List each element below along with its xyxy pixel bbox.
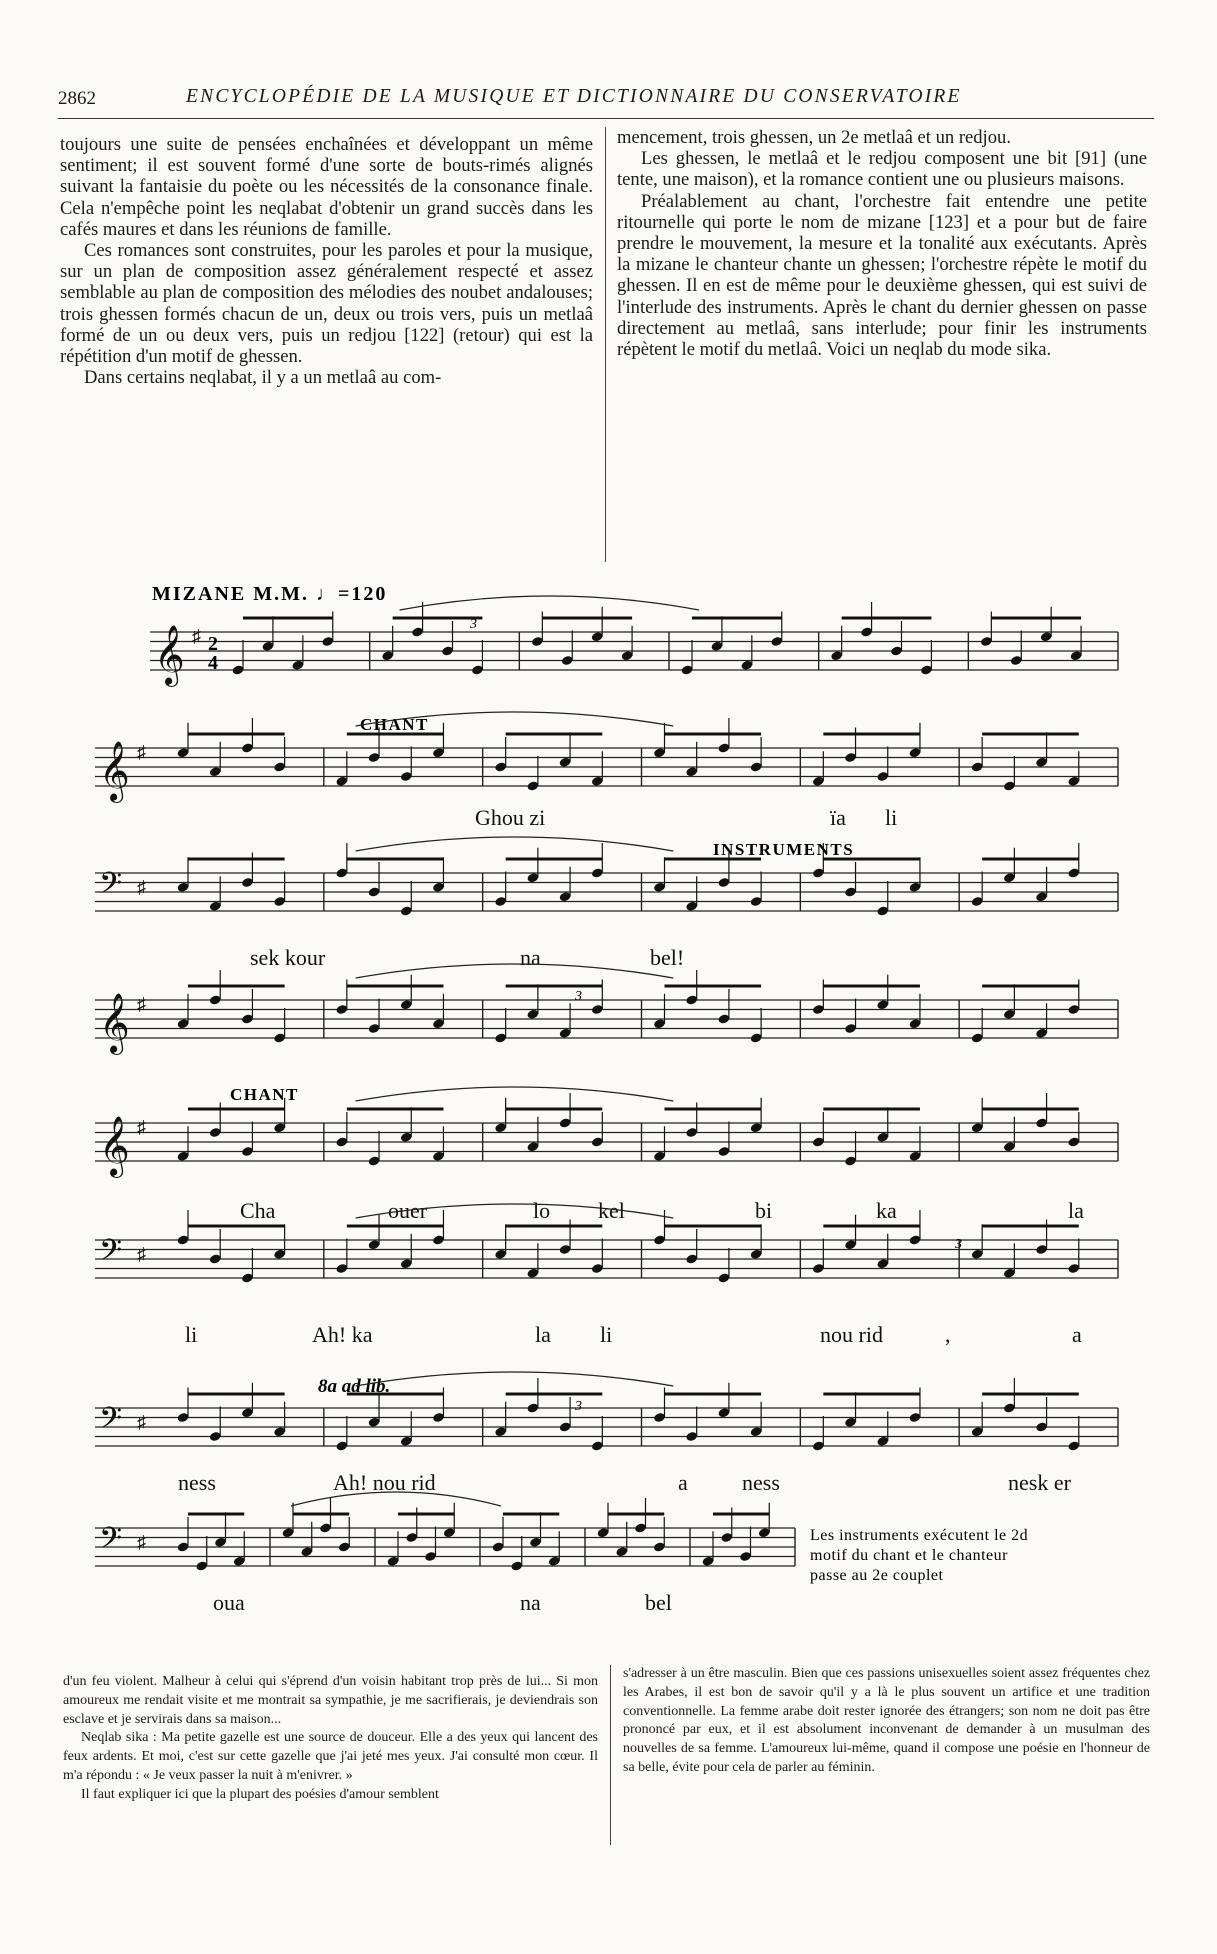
chant-label-1: CHANT (360, 715, 429, 734)
footnote-right-1: s'adresser à un être masculin. Bien que ces passions unisexuelles soient assez fréquentes chez les Arabes, il est bon de savoir qu'il y a là le plus souvent un artifice et une tradition conventionnelle. La femme arabe doit rester ignorée des étrangers; son nom ne doit pas être prononcé par eux, et il est absolument inconvenant de demander à un musulman des nouvelles de sa femme. L'amoureux lui-même, quand il compose une poésie en l'honneur de sa belle, évite pour cela de parler au féminin. (623, 1666, 1150, 1775)
running-title: ENCYCLOPÉDIE DE LA MUSIQUE ET DICTIONNAIRE DU CONSERVATOIRE (186, 86, 962, 107)
musical-score (0, 570, 1217, 1650)
left-paragraph-3: Dans certains neqlabat, il y a un metlaâ au com- (84, 367, 442, 389)
lyric-syllable: na (520, 1590, 541, 1615)
key-signature-sharp-icon: ♯ (137, 1244, 146, 1264)
lyric-syllable: ïa (830, 805, 846, 830)
key-signature-sharp-icon: ♯ (137, 1532, 146, 1552)
slur (400, 596, 699, 610)
right-paragraph-3: Préalablement au chant, l'orchestre fait entendre une petite ritournelle qui porte le nom de mizane [123] et a pour but de faire prendre le mouvement, la mesure et la tonalité aux exécutants. Après la mizane le chanteur chante un ghessen; l'orchestre répète le motif du ghessen. Il en est de même pour le deuxième ghessen, qui est suivi de l'interlude des instruments. Après le chant du dernier ghessen on passe directement au metlaâ, sans interlude; pour finir les instruments répètent le motif du metlaâ. Voici un neqlab du mode sika. (617, 190, 1147, 361)
footnote-right-column (623, 1665, 1150, 1778)
key-signature-sharp-icon: ♯ (137, 877, 146, 897)
lyric-syllable: bel (645, 1590, 672, 1615)
octave-marking: 8a ad lib. (318, 1376, 391, 1397)
triplet-mark: 3 (575, 1399, 582, 1414)
right-paragraph-1: mencement, trois ghessen, un 2e metlaâ et un redjou. (617, 127, 1011, 148)
key-signature-sharp-icon: ♯ (192, 626, 201, 646)
closing-note-line-3: passe au 2e couplet (810, 1567, 944, 1584)
lyric-syllable: Cha (240, 1198, 276, 1223)
treble-clef-icon: 𝄞 (154, 627, 185, 684)
header-rule (58, 118, 1154, 119)
lyric-syllable: oua (213, 1590, 245, 1615)
slur (356, 1372, 674, 1386)
right-paragraph-2: Les ghessen, le metlaâ et le redjou composent une bit [91] (une tente, une maison), et la romance contient une ou plusieurs maisons. (617, 148, 1147, 191)
bass-clef-icon: 𝄢 (99, 867, 123, 907)
triplet-mark: 3 (955, 1237, 962, 1252)
triplet-mark: 3 (470, 617, 477, 632)
lyric-syllable: ka (876, 1198, 897, 1223)
instruments-label: INSTRUMENTS (713, 840, 855, 859)
lyric-syllable: nou rid (820, 1322, 883, 1347)
left-paragraph-2: Ces romances sont construites, pour les paroles et pour la musique, sur un plan de composition assez généralement respecté et assez semblable au plan de composition des mélodies des noubet andalouses; trois ghessen formés chacun de un, deux ou trois vers, puis un metlaâ formé de un ou deux vers, puis un redjou [122] (retour) qui est la répétition d'un motif de ghessen. (60, 240, 593, 368)
treble-clef-icon: 𝄞 (99, 1118, 130, 1175)
lyric-syllable: la (535, 1322, 551, 1347)
lyric-syllable: ness (178, 1470, 216, 1495)
key-signature-sharp-icon: ♯ (137, 1117, 146, 1137)
time-signature-numerator: 2 (208, 633, 218, 655)
slur (356, 964, 674, 978)
tempo-marking: MIZANE M.M. ♩=120 (152, 583, 388, 605)
lyric-syllable: na (520, 945, 541, 970)
lyric-syllable: li (885, 805, 898, 830)
treble-clef-icon: 𝄞 (99, 743, 130, 800)
key-signature-sharp-icon: ♯ (137, 994, 146, 1014)
footnote-left-2: Neqlab sika : Ma petite gazelle est une source de douceur. Elle a des yeux qui lancent des feux ardents. Et moi, c'est sur cette gazelle que j'ai jeté mes yeux. J'ai consulté mon cœur. Il m'a répondu : « Je veux passer la nuit à m'enivrer. » (63, 1730, 598, 1783)
lyric-syllable: bel! (650, 945, 685, 970)
lyric-syllable: ouer (388, 1198, 428, 1223)
lyric-syllable: , (945, 1322, 951, 1347)
lyric-syllable: a (678, 1470, 688, 1495)
lyric-syllable: lo (533, 1198, 551, 1223)
lyric-syllable: a (1072, 1322, 1082, 1347)
triplet-mark: 3 (575, 989, 582, 1004)
lyric-syllable: bi (755, 1198, 773, 1223)
footnote-left-1: d'un feu violent. Malheur à celui qui s'éprend d'un voisin habitant trop près de lui... Si mon amoureux me rendait visite et me montrait sa sympathie, je me sacrifierais, je deviendrais son esclave et je servirais dans sa maison... (63, 1674, 598, 1727)
treble-clef-icon: 𝄞 (99, 995, 130, 1052)
key-signature-sharp-icon: ♯ (137, 742, 146, 762)
bass-clef-icon: 𝄢 (99, 1402, 123, 1442)
left-text-column (60, 134, 593, 388)
lyric-syllable: la (1068, 1198, 1084, 1223)
lyric-syllable: li (185, 1322, 198, 1347)
lyric-syllable: ness (742, 1470, 780, 1495)
closing-note-line-2: motif du chant et le chanteur (810, 1547, 1008, 1564)
slur (356, 837, 674, 851)
right-text-column (617, 127, 1147, 360)
bass-clef-icon: 𝄢 (99, 1522, 123, 1562)
left-paragraph-1: toujours une suite de pensées enchaînées et développant un même sentiment; il est souvent formé d'une sorte de bouts-rimés alignés suivant la fantaisie du poète ou les nécessités de la consonance finale. Cela n'empêche point les neqlabat d'obtenir un grand succès dans les cafés maures et dans les réunions de famille. (60, 134, 593, 240)
lyric-syllable: Ah! nou rid (333, 1470, 436, 1495)
key-signature-sharp-icon: ♯ (137, 1412, 146, 1432)
column-divider (605, 127, 606, 562)
lyric-syllable: nesk er (1008, 1470, 1071, 1495)
lyric-syllable: kel (598, 1198, 625, 1223)
bass-clef-icon: 𝄢 (99, 1234, 123, 1274)
lyric-syllable: Ah! ka (312, 1322, 373, 1347)
page-number: 2862 (58, 88, 96, 109)
footnote-left-3: Il faut expliquer ici que la plupart des poésies d'amour semblent (81, 1786, 439, 1802)
lyric-syllable: li (600, 1322, 613, 1347)
lyric-syllable: Ghou zi (475, 805, 546, 830)
chant-label-2: CHANT (230, 1085, 299, 1104)
slur (356, 1087, 674, 1101)
footnote-left-column (63, 1673, 598, 1805)
time-signature-denominator: 4 (208, 652, 218, 674)
lyric-syllable: sek kour (250, 945, 326, 970)
closing-note-line-1: Les instruments exécutent le 2d (810, 1527, 1029, 1544)
footnote-divider (610, 1665, 611, 1845)
page-header (58, 84, 1158, 114)
